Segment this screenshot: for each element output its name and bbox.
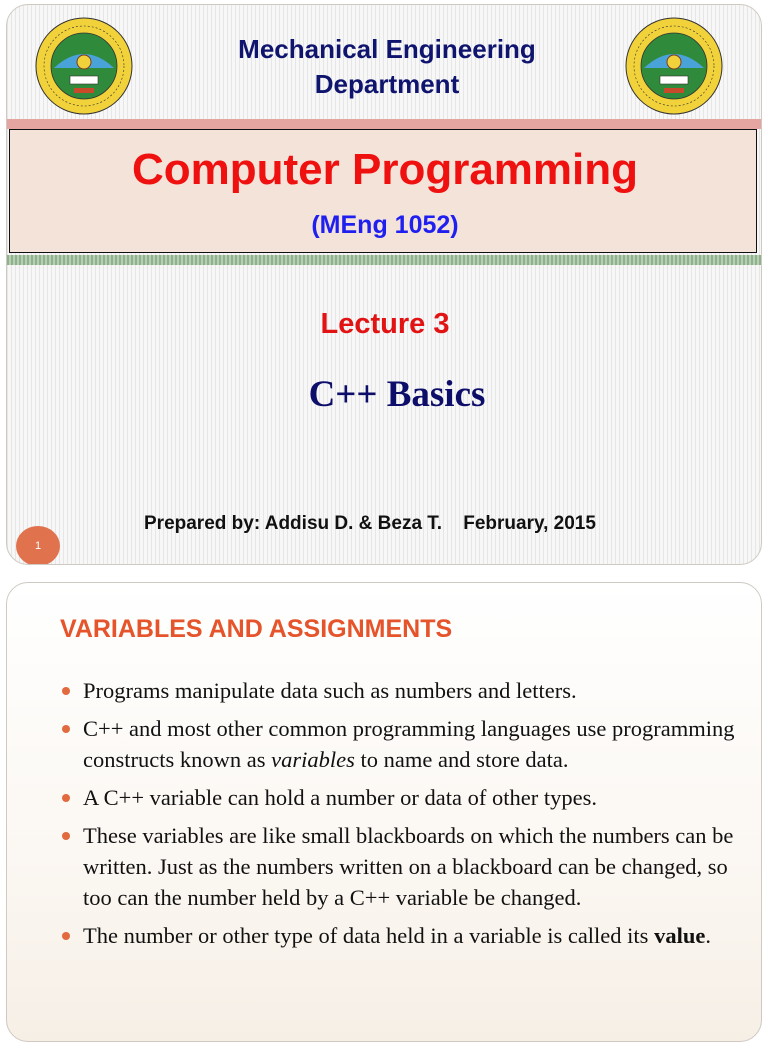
content-slide	[6, 582, 762, 1042]
bullet-icon	[62, 932, 70, 940]
title-slide	[6, 4, 762, 565]
emphasis: variables	[271, 747, 355, 772]
course-code: (MEng 1052)	[311, 211, 459, 239]
bullet-icon	[62, 794, 70, 802]
lecture-number: Lecture 3	[320, 308, 450, 340]
university-seal-logo	[34, 16, 134, 116]
divider-band	[7, 119, 762, 129]
bullet-icon	[62, 832, 70, 840]
divider-band	[7, 255, 762, 265]
bullet-icon	[62, 725, 70, 733]
department-name: Mechanical Engineering	[238, 34, 536, 64]
bullet-list	[59, 675, 739, 958]
emphasis: value	[654, 923, 706, 948]
course-title: Computer Programming	[131, 145, 639, 194]
department-name-line2: Department	[314, 69, 460, 99]
list-item: C++ and most other common programming languages use programming constructs known as variables to name and store data.	[59, 713, 739, 775]
list-item: The number or other type of data held in a variable is called its value.	[59, 920, 739, 951]
university-seal-logo	[624, 16, 724, 116]
slide-heading: VARIABLES AND ASSIGNMENTS	[60, 615, 453, 643]
list-item: Programs manipulate data such as numbers and letters.	[59, 675, 739, 706]
prepared-by: Prepared by: Addisu D. & Beza T.	[144, 513, 443, 534]
prepared-by-line	[144, 511, 596, 537]
lecture-topic: C++ Basics	[308, 374, 486, 415]
page-number-badge: 1	[16, 526, 60, 565]
date: February, 2015	[463, 513, 596, 534]
list-item: These variables are like small blackboards on which the numbers can be written. Just as the numbers written on a blackboard can be changed, so too can the number held by a C++ variable be changed.	[59, 820, 739, 913]
list-item: A C++ variable can hold a number or data of other types.	[59, 782, 739, 813]
bullet-icon	[62, 687, 70, 695]
